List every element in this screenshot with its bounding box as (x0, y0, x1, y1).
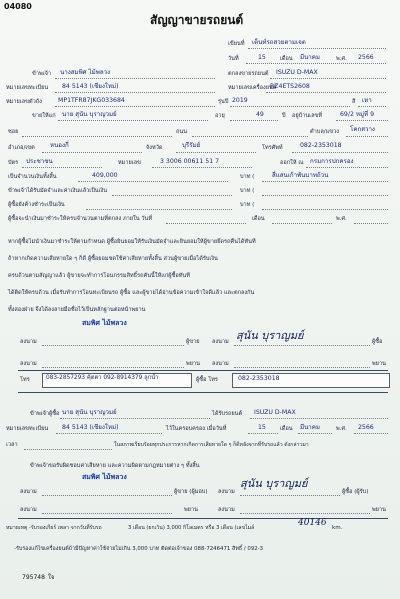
sign-label-1c: ลงนาม (20, 361, 37, 367)
sign-label-1d: ลงนาม (212, 361, 229, 367)
province-value: บุรีรัมย์ (182, 142, 201, 149)
issued-by-label: ออกให้ ณ (280, 160, 304, 166)
term-line-3: ครบถ้วนตามสัญญาแล้ว ผู้ขายจะทำการโอนกรรมสิทธิ์รถคันนี้ให้แก่ผู้ซื้อทันที (8, 273, 190, 279)
deliver-year-label: พ.ศ. (336, 216, 347, 222)
year-label: พ.ศ. (336, 56, 347, 62)
date-day: 15 (258, 54, 266, 61)
card-type: ประชาชน (26, 158, 53, 165)
card-no-value: 3 3006 00611 51 7 (160, 158, 220, 165)
receipt-plate-label: หมายเลขทะเบียน (6, 426, 49, 432)
road-label: ถนน (176, 129, 188, 135)
plate-label: หมายเลขทะเบียน (6, 85, 49, 91)
age-value: 49 (256, 111, 264, 118)
buyer-phone-value: 082-2353018 (238, 375, 280, 382)
model-year-value: 2019 (232, 97, 248, 104)
witness-role-2b: พยาน (372, 507, 386, 513)
district-label: อำเภอ/เขต (8, 145, 35, 151)
receipt-year: 2566 (358, 424, 374, 431)
vehicle-value: ISUZU D-MAX (276, 69, 318, 76)
contract-title: สัญญาขายรถยนต์ (150, 13, 244, 27)
address-label: อยู่บ้านเลขที่ (292, 113, 323, 119)
buyer-signature-2: สุนัน บุราญมย์ (240, 477, 308, 490)
buyer-phone-label: ผู้ซื้อ โทร (196, 377, 218, 383)
date-label: วันที่ (228, 56, 239, 62)
received-label: ข้าพเจ้าได้รับมัดจำและค่าเงินแล้วเป็นเงิน (8, 188, 108, 194)
issued-by-value: กรมการปกครอง (310, 158, 354, 165)
receipt-year-label: พ.ศ. (336, 426, 347, 432)
receipt-time-label: เวลา (6, 442, 18, 448)
footer-note-1: หมายเหตุ -รับรองเกียร์ เพลา จากวันที่รับรถ (6, 525, 102, 531)
witness-role-1b: พยาน (372, 361, 386, 367)
address-value: 69/2 หมู่ที่ 9 (340, 111, 375, 118)
vehicle-label: ตกลงขายรถยนต์ (228, 71, 269, 77)
footer-mileage-hand: 40146 (298, 518, 327, 528)
price-unit: บาท ( (240, 174, 255, 180)
price-words: สี่แสนเก้าพันบาทถ้วน (272, 172, 329, 179)
receipt-buyer: นาย สุนัน บุราญวมย์ (62, 409, 117, 416)
footer-bottom-mark: ใจ (48, 574, 55, 581)
seller-name: นางสมพิศ ไม้พลวง (60, 69, 111, 76)
receipt-label: ข้าพเจ้าผู้ซื้อ (30, 411, 60, 417)
remaining-label: ผู้ซื้อยังค้างชำระเป็นเงิน (8, 202, 65, 208)
age-label: อายุ (215, 113, 225, 119)
buyer-name: นาย สุนัน บุราญวมย์ (62, 111, 117, 118)
buyer-role-2: ผู้ซื้อ (ผู้รับ) (342, 489, 369, 495)
receipt-received-label: ได้รับรถยนต์ (212, 411, 243, 417)
receipt-vehicle: ISUZU D-MAX (254, 409, 296, 416)
seller-stamp-1: สมพิศ ไม้พลวง (82, 319, 127, 327)
buyer-signature-1: สุนัน บุราญมย์ (236, 329, 304, 342)
date-month: มีนาคม (300, 54, 321, 61)
price-value: 409,000 (92, 172, 118, 179)
seller-phone-label: โทร (20, 377, 30, 383)
soi-label: ซอย (8, 129, 19, 135)
receipt-clause-2: ข้าพเจ้าขอรับผิดชอบค่าเสียหาย และความผิดตามกฎหมายต่าง ๆ ทั้งสิ้น (30, 463, 200, 469)
deliver-label: ผู้ซื้อจะนำเงินมาชำระให้ครบจำนวนตามที่ตกลง ภายใน วันที่ (8, 216, 153, 222)
seller-role-2: ผู้ขาย (ผู้มอบ) (174, 489, 208, 495)
sign-label-1a: ลงนาม (20, 339, 37, 345)
doc-id: 04080 (4, 2, 32, 11)
engine-value: RZ4ETS2608 (270, 83, 310, 90)
footer-mileage-unit: km. (332, 525, 343, 531)
sign-label-2a: ลงนาม (20, 489, 37, 495)
seller-stamp-2: สมพิศ ไม้พลวง (82, 473, 127, 481)
term-line-4: ได้ติดให้ครบถ้วน เมื่อรับทำการโอนทะเบียนรถ ผู้ซื้อ และผู้ขายได้อ่านข้อความเข้าใจดีแล้ว และตกลงกัน (8, 290, 255, 296)
receipt-day: 15 (258, 424, 266, 431)
engine-label: หมายเลขเครื่องยนต์ (228, 85, 277, 91)
term-line-2: ถ้าหากเกิดความเสียหายใด ๆ ก็ดี ผู้ซื้อยอมชดใช้ค่าเสียหายทั้งสิ้น ส่วนผู้ขายเมื่อได้รับเงิน (8, 256, 218, 262)
receipt-plate: 84 5143 (เชียงใหม่) (62, 424, 119, 431)
price-label: เป็นจำนวนเงินทั้งสิ้น (8, 174, 57, 180)
district-value: หนองกี่ (50, 142, 69, 149)
subdistrict-label: ตำบล/แขวง (310, 129, 339, 135)
seller-label: ข้าพเจ้า (32, 71, 51, 77)
remaining-unit: บาท ( (240, 202, 255, 208)
sign-label-2d: ลงนาม (218, 507, 235, 513)
buyer-role-1: ผู้ซื้อ (372, 339, 383, 345)
buyer-label: ขายให้แก่ (32, 113, 56, 119)
written-at-label: เขียนที่ (228, 41, 245, 47)
receipt-month: มีนาคม (300, 424, 321, 431)
phone-label: โทรศัพท์ (262, 145, 283, 151)
written-at-value: เต็นท์รถสวยตามเจต (252, 39, 306, 46)
sign-label-2b: ลงนาม (218, 489, 235, 495)
color-label: สี (352, 99, 356, 105)
date-year: 2566 (358, 54, 374, 61)
witness-role-2a: พยาน (184, 507, 198, 513)
term-line-1: หากผู้ซื้อไม่นำเงินมาชำระให้ตามกำหนด ผู้ซื้อยินยอมให้รับเงินมัดจำและยินยอมให้ผู้ขายยึดรถคืนได้ทันที (8, 239, 256, 245)
received-unit: บาท ( (240, 188, 255, 194)
subdistrict-value: โคกสวาง (350, 126, 375, 133)
receipt-month-label: เดือน (280, 426, 293, 432)
card-label: บัตร (8, 160, 19, 166)
chassis-label: หมายเลขตัวถัง (6, 99, 42, 105)
sign-label-2c: ลงนาม (20, 507, 37, 513)
phone-value: 082-2353018 (300, 142, 342, 149)
province-label: จังหวัด (146, 145, 163, 151)
receipt-clause-1: ในสภาพเรียบร้อยทุกประการหากเกิดการเสียหายใด ๆ ก็ดีหลังจากที่รับรถแล้ว ดังกล่าวมา (114, 442, 309, 448)
witness-role-1a: พยาน (186, 361, 200, 367)
chassis-value: MP1TFR87JKG033684 (58, 97, 125, 104)
model-year-label: รุ่นปี (218, 99, 229, 105)
plate-value: 84 5143 (เชียงใหม่) (62, 83, 119, 90)
seller-role-1: ผู้ขาย (186, 339, 200, 345)
sign-label-1b: ลงนาม (212, 339, 229, 345)
footer-bottom-code: 795748 (22, 574, 45, 581)
footer-note-2: -รับรองแก้ไขเครื่องยนต์ถ้ามีปัญหาค่าใช้จ่ายไม่เกิน 3,000 บาท ติดต่อเจ้าของ 088-7246471 สิทธิ์ / 092-3 (14, 546, 264, 552)
age-unit: ปี (282, 113, 286, 119)
deliver-month-label: เดือน (252, 216, 265, 222)
receipt-date-label: ไว้ในครอบครอง เมื่อวันที่ (166, 426, 227, 432)
footer-mileage: 3 เดือน (ยกเว้น) 3,000 กิโลเมตร หรือ 3 เดือน (เลขไมล์ (128, 525, 255, 531)
card-no-label: หมายเลข (118, 160, 141, 166)
seller-phone-value: 083-2857293 คุ้ตตา 092-8914379 ลูกน้ำ (46, 375, 159, 381)
month-label: เดือน (280, 56, 293, 62)
color-value: เทา (362, 97, 372, 104)
term-line-5: ทั้งสองฝ่าย จึงได้ลงลายมือชื่อไว้เป็นหลักฐานต่อหน้าพยาน (8, 307, 146, 313)
